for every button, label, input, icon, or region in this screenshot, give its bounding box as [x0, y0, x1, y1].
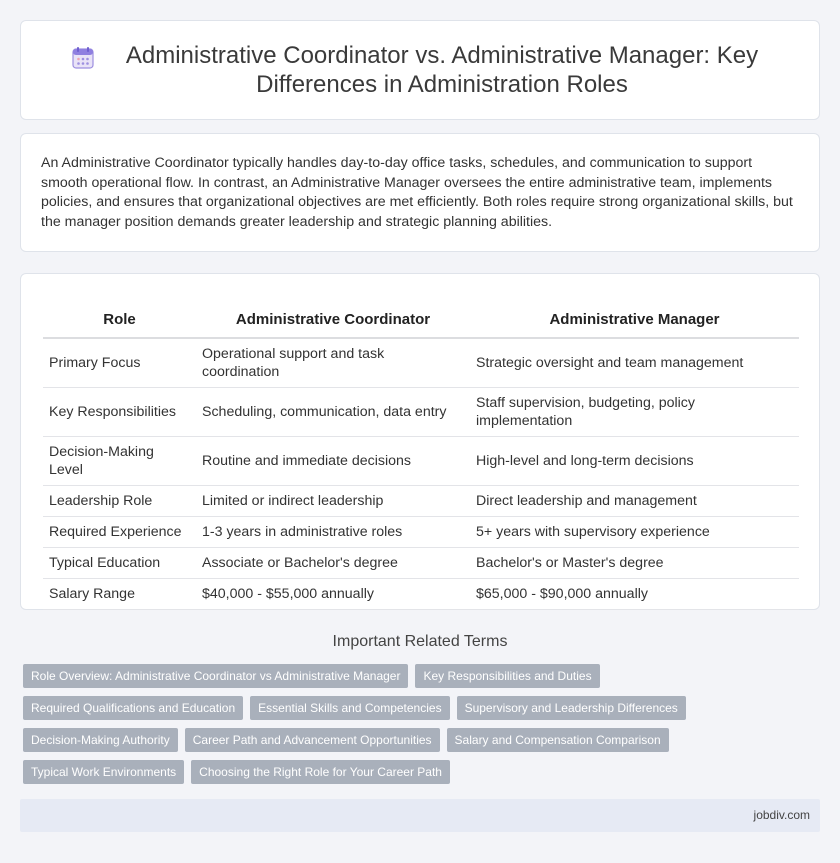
manager-cell: Staff supervision, budgeting, policy implementation	[470, 387, 799, 436]
coordinator-cell: Scheduling, communication, data entry	[196, 387, 470, 436]
tag-row	[23, 696, 803, 720]
related-term-tag[interactable]: Typical Work Environments	[23, 760, 184, 784]
table-row	[43, 578, 799, 609]
row-label: Leadership Role	[43, 485, 196, 516]
comparison-table	[43, 294, 799, 610]
footer-site[interactable]: jobdiv.com	[753, 808, 810, 822]
footer	[20, 799, 820, 832]
related-term-tag[interactable]: Salary and Compensation Comparison	[447, 728, 669, 752]
coordinator-cell: 1-3 years in administrative roles	[196, 516, 470, 547]
header-role: Role	[43, 294, 196, 338]
row-label: Decision-Making Level	[43, 436, 196, 485]
related-terms-title: Important Related Terms	[332, 633, 508, 650]
title-wrap	[70, 41, 770, 99]
table-row	[43, 436, 799, 485]
title-card	[20, 20, 820, 120]
table-row	[43, 516, 799, 547]
comparison-card	[20, 273, 820, 610]
table-header-row	[43, 294, 799, 338]
tag-row	[23, 728, 803, 752]
coordinator-cell: Operational support and task coordination	[196, 338, 470, 387]
header-coordinator: Administrative Coordinator	[196, 294, 470, 338]
related-terms-tags	[23, 664, 803, 792]
related-term-tag[interactable]: Supervisory and Leadership Differences	[457, 696, 686, 720]
coordinator-cell: Routine and immediate decisions	[196, 436, 470, 485]
manager-cell: High-level and long-term decisions	[470, 436, 799, 485]
row-label: Primary Focus	[43, 338, 196, 387]
row-label: Typical Education	[43, 547, 196, 578]
related-term-tag[interactable]: Role Overview: Administrative Coordinator vs Administrative Manager	[23, 664, 408, 688]
intro-card	[20, 133, 820, 252]
manager-cell: 5+ years with supervisory experience	[470, 516, 799, 547]
manager-cell: $65,000 - $90,000 annually	[470, 578, 799, 609]
related-term-tag[interactable]: Essential Skills and Competencies	[250, 696, 449, 720]
row-label: Salary Range	[43, 578, 196, 609]
intro-text: An Administrative Coordinator typically handles day-to-day office tasks, schedules, and communication to support smooth operational flow. In contrast, an Administrative Manager oversees the entire administrative team, implements policies, and ensures that organizational objectives are met efficiently. Both roles require strong organizational skills, but the manager position demands greater leadership and strategic planning abilities.	[41, 155, 793, 230]
table-row	[43, 485, 799, 516]
coordinator-cell: $40,000 - $55,000 annually	[196, 578, 470, 609]
related-term-tag[interactable]: Required Qualifications and Education	[23, 696, 243, 720]
header-manager: Administrative Manager	[470, 294, 799, 338]
manager-cell: Bachelor's or Master's degree	[470, 547, 799, 578]
related-term-tag[interactable]: Choosing the Right Role for Your Career Path	[191, 760, 450, 784]
tag-row	[23, 664, 803, 688]
table-row	[43, 547, 799, 578]
related-term-tag[interactable]: Career Path and Advancement Opportunities	[185, 728, 440, 752]
related-term-tag[interactable]: Key Responsibilities and Duties	[415, 664, 599, 688]
row-label: Key Responsibilities	[43, 387, 196, 436]
row-label: Required Experience	[43, 516, 196, 547]
page-title: Administrative Coordinator vs. Administrative Manager: Key Differences in Administration Roles	[125, 42, 759, 98]
related-term-tag[interactable]: Decision-Making Authority	[23, 728, 178, 752]
manager-cell: Direct leadership and management	[470, 485, 799, 516]
table-row	[43, 387, 799, 436]
table-row	[43, 338, 799, 387]
coordinator-cell: Limited or indirect leadership	[196, 485, 470, 516]
manager-cell: Strategic oversight and team management	[470, 338, 799, 387]
tag-row	[23, 760, 803, 784]
coordinator-cell: Associate or Bachelor's degree	[196, 547, 470, 578]
calendar-icon	[70, 45, 96, 71]
